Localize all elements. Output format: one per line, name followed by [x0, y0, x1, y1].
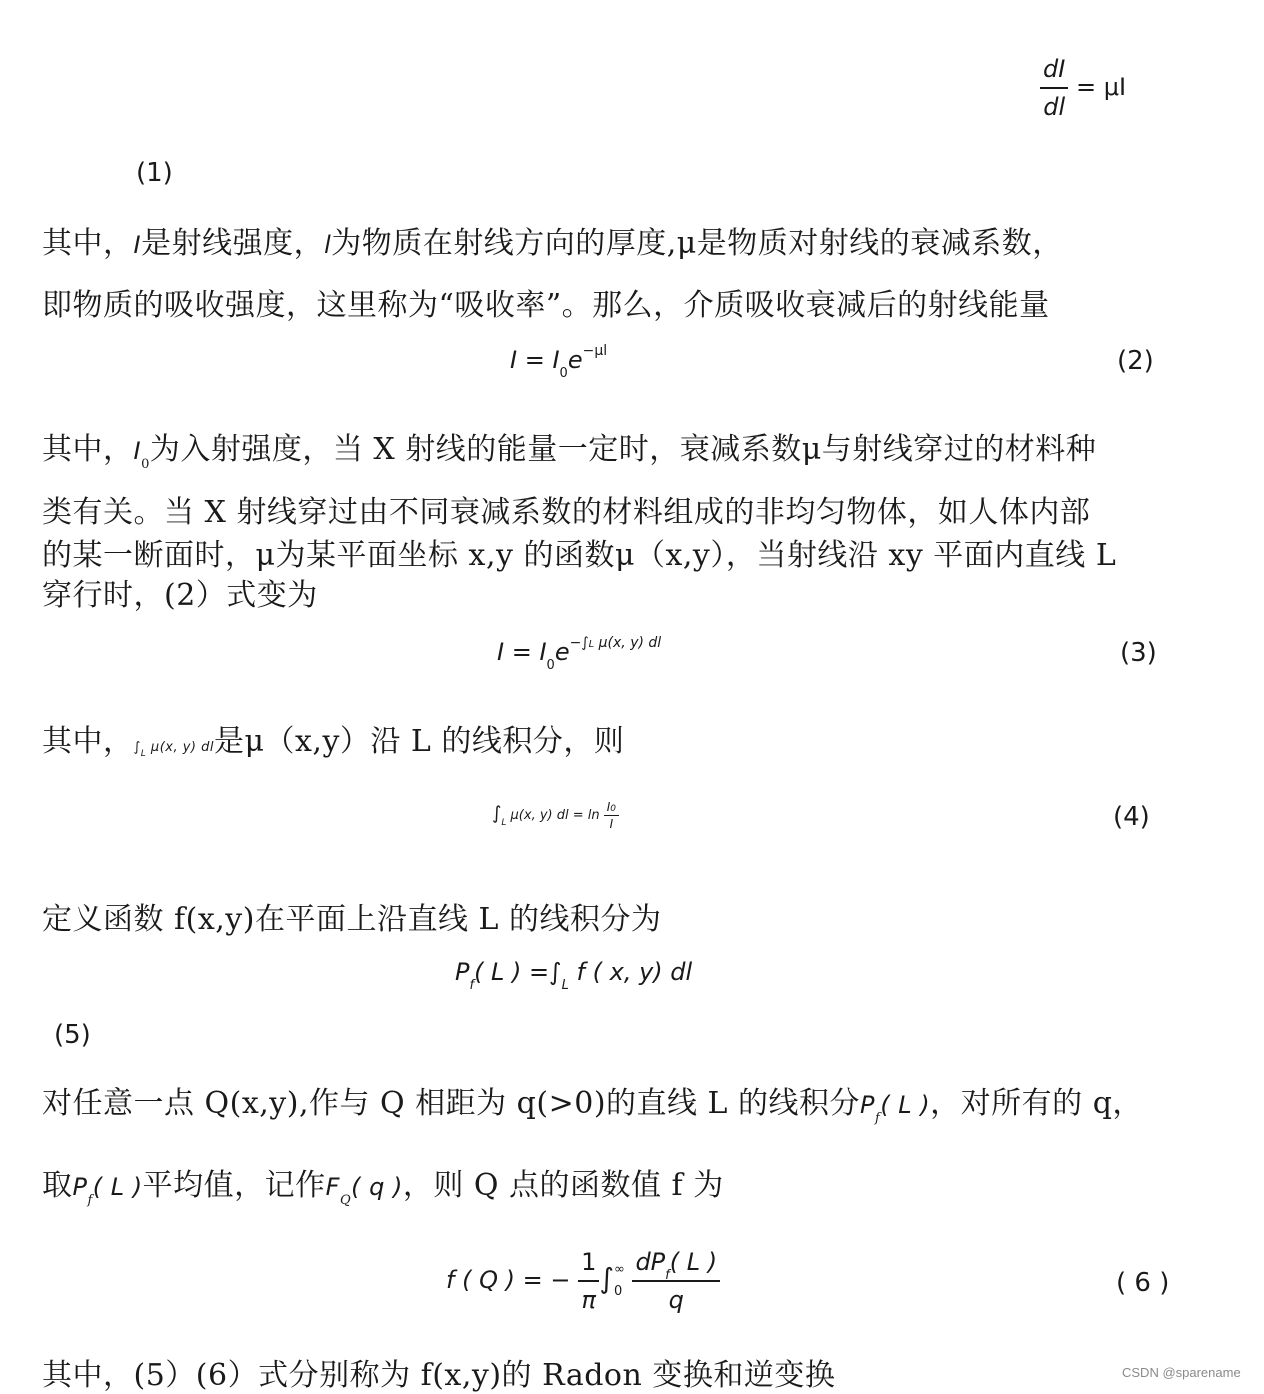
eq1-denominator: dl: [1043, 93, 1066, 121]
equation-6: f ( Q ) = − $\frac{1}{\pi}$ ∫ ∞ 0 $\frac{dP_f( L )}{q}$: [446, 1248, 720, 1314]
equation-1-number: (1): [136, 158, 173, 188]
paragraph-4: 定义函数 f(x,y)在平面上沿直线 L 的线积分为: [42, 902, 662, 937]
fraction-di-dl: [1040, 55, 1068, 121]
paragraph-1-line-2: 即物质的吸收强度，这里称为“吸收率”。那么，介质吸收衰减后的射线能量: [42, 288, 1050, 323]
symbol-incident-intensity: I: [133, 437, 142, 465]
watermark: CSDN @sparename: [1122, 1365, 1241, 1380]
equation-5: $P_f$( L ) $=\int_L$ f ( x, y) dl: [455, 958, 693, 993]
equation-2-number: (2): [1117, 346, 1154, 376]
equation-6-number: ( 6 ): [1116, 1268, 1170, 1298]
paragraph-1-line-1: 其中，I是射线强度，l为物质在射线方向的厚度,μ是物质对射线的衰减系数，: [42, 226, 1063, 261]
equation-3: $I = I_0e^{-\int L \mu(x, y) dl}$: [497, 635, 662, 673]
symbol-thickness: l: [324, 231, 332, 259]
symbol-intensity: I: [133, 231, 142, 259]
fraction-i0-over-i: $\frac{I0}{I}$: [604, 800, 619, 831]
equation-3-number: (3): [1120, 638, 1157, 668]
paragraph-2-line-3: 的某一断面时，μ为某平面坐标 x,y 的函数μ（x,y），当射线沿 xy 平面内直线 L: [42, 538, 1117, 573]
paragraph-2-line-4: 穿行时，(2）式变为: [42, 578, 318, 613]
equation-4: $\int_L$ μ(x, y) dl = ln $\frac{I0}{I}$: [492, 800, 619, 831]
fraction-dpf-over-q: $\frac{dP_f( L )}{q}$: [632, 1248, 720, 1314]
paragraph-6: 其中，(5）(6）式分别称为 f(x,y)的 Radon 变换和逆变换: [42, 1358, 836, 1393]
inline-line-integral: $\int_L$ μ(x, y) dl: [133, 740, 214, 759]
paragraph-3: 其中，$\int_L$ μ(x, y) dl是μ（x,y）沿 L 的线积分，则: [42, 724, 625, 759]
eq1-rhs: = μI: [1075, 73, 1127, 101]
eq1-numerator: dI: [1040, 55, 1068, 89]
equation-2: $I = I_0e^{-\mu l}$: [510, 343, 608, 381]
fraction-one-over-pi: $\frac{1}{\pi}$: [578, 1248, 599, 1314]
paragraph-2-line-1: 其中，$I_0$为入射强度，当 X 射线的能量一定时，衰减系数μ与射线穿过的材料种: [42, 432, 1097, 472]
paragraph-5-line-1: 对任意一点 Q(x,y),作与 Q 相距为 q(>0)的直线 L 的线积分$P_f$( L )，对所有的 q，: [42, 1086, 1143, 1126]
paragraph-2-line-2: 类有关。当 X 射线穿过由不同衰减系数的材料组成的非均匀物体，如人体内部: [42, 495, 1091, 530]
equation-5-number: (5): [54, 1020, 91, 1050]
equation-1: [1040, 55, 1126, 121]
paragraph-5-line-2: 取$P_f$( L )平均值，记作$F_Q$( q )，则 Q 点的函数值 f 为: [42, 1168, 724, 1208]
equation-4-number: (4): [1113, 802, 1150, 832]
